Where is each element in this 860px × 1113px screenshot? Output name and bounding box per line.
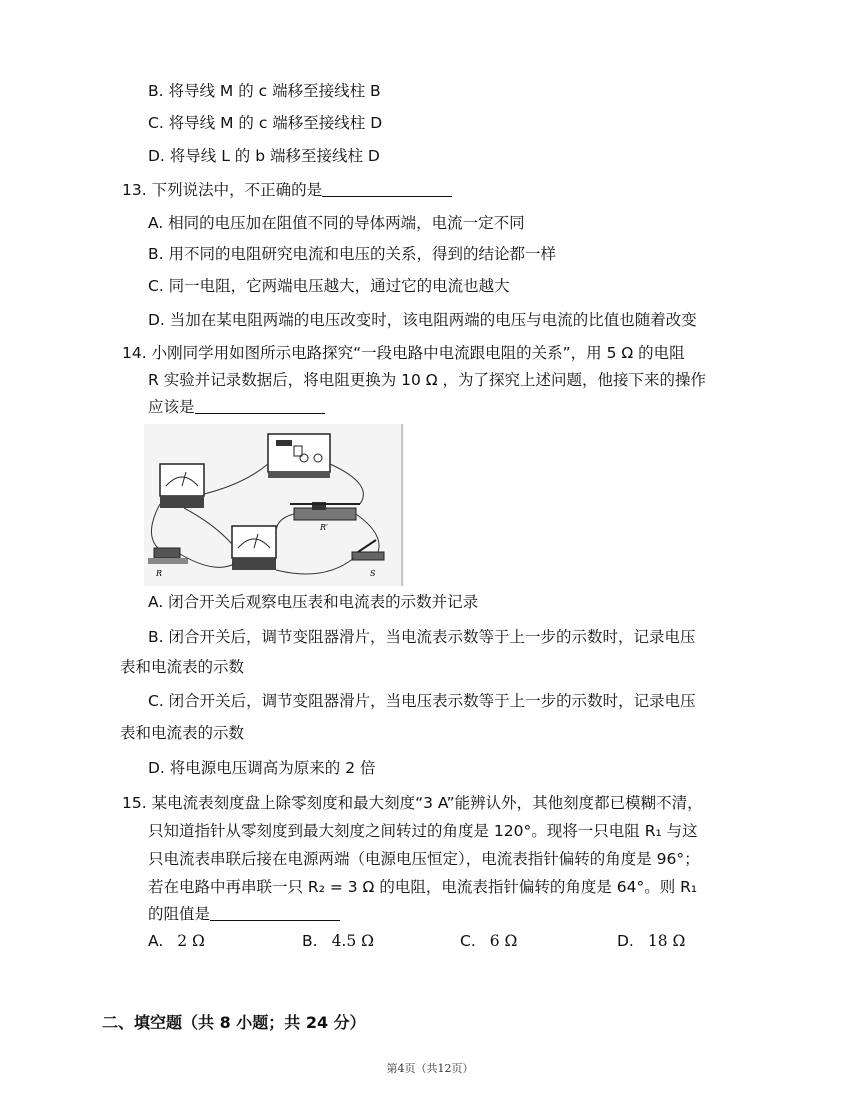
q12-option-b: B. 将导线 M 的 c 端移至接线柱 B bbox=[148, 82, 381, 100]
q15-option-a bbox=[148, 932, 205, 950]
q15-stem-line-2: 只知道指针从零刻度到最大刻度之间转过的角度是 120°。现将一只电阻 R₁ 与这 bbox=[148, 822, 698, 840]
q14-option-b-line-1: B. 闭合开关后，调节变阻器滑片，当电流表示数等于上一步的示数时，记录电压 bbox=[148, 628, 696, 646]
page-footer: 第4页（共12页） bbox=[386, 1062, 474, 1075]
option-value: 2 Ω bbox=[177, 932, 205, 950]
figure-label-r: R bbox=[156, 569, 163, 578]
power-supply-icon bbox=[268, 434, 330, 478]
q14-stem-line-3 bbox=[148, 396, 325, 418]
option-letter: B. bbox=[302, 932, 318, 950]
option-value: 6 Ω bbox=[489, 932, 518, 950]
ammeter-icon bbox=[232, 526, 276, 570]
circuit-diagram bbox=[144, 424, 404, 586]
q15-stem-line-1: 15. 某电流表刻度盘上除零刻度和最大刻度“3 A”能辨认外，其他刻度都已模糊不清， bbox=[122, 794, 703, 812]
q14-option-d: D. 将电源电压调高为原来的 2 倍 bbox=[148, 759, 376, 777]
q15-option-c bbox=[460, 932, 517, 950]
q14-stem-text: 应该是 bbox=[148, 398, 195, 416]
q14-option-c-line-2: 表和电流表的示数 bbox=[120, 724, 245, 742]
rheostat-icon bbox=[290, 502, 360, 520]
voltmeter-icon bbox=[160, 464, 204, 508]
q15-option-b bbox=[302, 932, 374, 950]
q14-stem-line-2: R 实验并记录数据后，将电阻更换为 10 Ω ，为了探究上述问题，他接下来的操作 bbox=[148, 371, 707, 389]
q13-option-b: B. 用不同的电阻研究电流和电压的关系，得到的结论都一样 bbox=[148, 245, 556, 263]
q12-option-d: D. 将导线 L 的 b 端移至接线柱 D bbox=[148, 147, 380, 165]
option-value: 4.5 Ω bbox=[331, 932, 374, 950]
answer-blank bbox=[195, 397, 325, 414]
q14-option-c-line-1: C. 闭合开关后，调节变阻器滑片，当电压表示数等于上一步的示数时，记录电压 bbox=[148, 692, 696, 710]
q14-option-a: A. 闭合开关后观察电压表和电流表的示数并记录 bbox=[148, 593, 479, 611]
q15-stem-line-4: 若在电路中再串联一只 R₂ = 3 Ω 的电阻，电流表指针偏转的角度是 64°。则 R₁ bbox=[148, 878, 698, 896]
q13-stem-line bbox=[122, 179, 452, 201]
q14-option-b-line-2: 表和电流表的示数 bbox=[120, 658, 245, 676]
q12-option-c: C. 将导线 M 的 c 端移至接线柱 D bbox=[148, 114, 383, 132]
answer-blank bbox=[322, 180, 452, 197]
q15-stem-text: 的阻值是 bbox=[148, 905, 211, 923]
section-heading: 二、填空题（共 8 小题；共 24 分） bbox=[102, 1013, 366, 1032]
q15-stem-line-3: 只电流表串联后接在电源两端（电源电压恒定），电流表指针偏转的角度是 96°； bbox=[148, 850, 700, 868]
option-letter: C. bbox=[460, 932, 476, 950]
q15-option-d bbox=[617, 932, 685, 950]
q13-option-d: D. 当加在某电阻两端的电压改变时，该电阻两端的电压与电流的比值也随着改变 bbox=[148, 311, 697, 329]
option-letter: D. bbox=[617, 932, 634, 950]
q13-stem: 13. 下列说法中，不正确的是 bbox=[122, 181, 323, 199]
q13-option-c: C. 同一电阻，它两端电压越大，通过它的电流也越大 bbox=[148, 277, 510, 295]
option-value: 18 Ω bbox=[647, 932, 686, 950]
figure-label-rheostat: R′ bbox=[320, 523, 328, 532]
option-letter: A. bbox=[148, 932, 164, 950]
figure-label-s: S bbox=[370, 569, 376, 578]
answer-blank bbox=[210, 904, 340, 921]
q15-stem-line-5 bbox=[148, 903, 340, 925]
q14-stem-line-1: 14. 小刚同学用如图所示电路探究“一段电路中电流跟电阻的关系”，用 5 Ω 的电阻 bbox=[122, 344, 685, 362]
q13-option-a: A. 相同的电压加在阻值不同的导体两端，电流一定不同 bbox=[148, 214, 525, 232]
